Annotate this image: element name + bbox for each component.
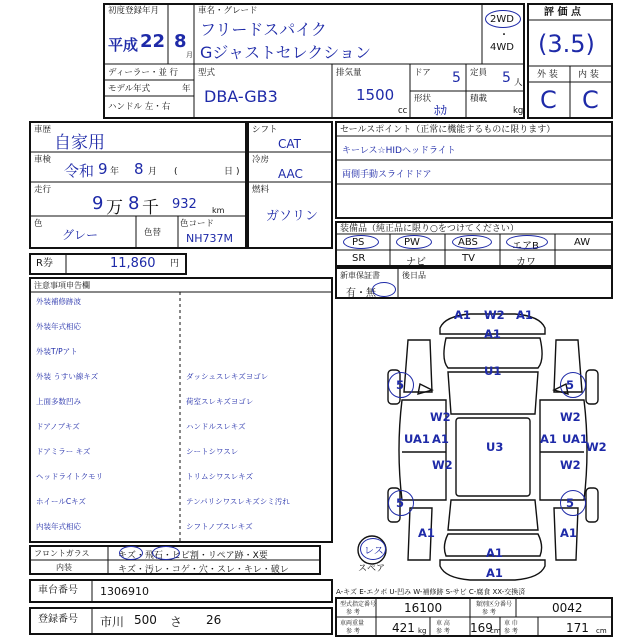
note-right-item: ダッシュスレキズヨゴレ bbox=[186, 372, 269, 381]
selling-point-1: キーレス☆HIDヘッドライト bbox=[342, 146, 456, 156]
inspection-year: 9 bbox=[98, 160, 108, 178]
note-left-item: ドアノブキズ bbox=[36, 422, 80, 431]
weight-unit: kg bbox=[418, 627, 427, 635]
usage: 自家用 bbox=[54, 133, 105, 153]
damage-mark: A1 bbox=[516, 308, 533, 322]
equip-leather: カワ bbox=[516, 257, 536, 268]
damage-legend: A-キズ E-エクボ U-凹み W-補修跡 S-サビ C-腐食 XX-交換済 bbox=[336, 588, 526, 596]
warranty-label: 新車保証書 bbox=[340, 271, 380, 280]
note-left-item: 外装 うすい線キズ bbox=[36, 372, 99, 381]
inspection-year-unit: 年 bbox=[110, 167, 120, 177]
class-no-label-b: 参 考 bbox=[482, 609, 496, 616]
interior-label: 内装 bbox=[56, 563, 72, 572]
damage-mark: U3 bbox=[486, 440, 504, 454]
damage-mark: A1 bbox=[540, 432, 557, 446]
type-no-label-b: 参 考 bbox=[346, 609, 360, 616]
equip-sr: SR bbox=[352, 253, 366, 264]
model-type: DBA-GB3 bbox=[204, 87, 278, 106]
usage-label: 車歴 bbox=[34, 125, 52, 135]
selling-points-title: セールスポイント（正常に機能するものに限ります） bbox=[340, 125, 556, 135]
recycle-unit: 円 bbox=[170, 259, 180, 269]
score-exterior-label: 外 装 bbox=[537, 70, 558, 80]
spare-note-circle bbox=[360, 538, 386, 560]
shape-label: 形状 bbox=[414, 94, 432, 104]
model-year-unit: 年 bbox=[182, 84, 191, 94]
damage-mark: 5 bbox=[566, 496, 575, 510]
equip-ps-circle bbox=[343, 235, 379, 249]
note-left-item: ドアミラー キズ bbox=[36, 447, 91, 456]
inspection-label: 車検 bbox=[34, 155, 52, 165]
recycle-amount: 11,860 bbox=[110, 256, 156, 271]
inspection-era: 令和 bbox=[64, 162, 95, 180]
color-code-label: 色コード bbox=[180, 219, 215, 229]
interior-value: キズ・汚レ・コゲ・穴・スレ・キレ・破レ bbox=[118, 565, 289, 575]
glass-scratch-circle bbox=[119, 546, 143, 560]
damage-mark: 5 bbox=[566, 378, 575, 392]
damage-mark: A1 bbox=[484, 327, 501, 341]
color: グレー bbox=[62, 228, 99, 242]
note-left-item: 上面多数凹み bbox=[36, 397, 81, 406]
shift: CAT bbox=[278, 137, 301, 151]
mileage-rest: 932 bbox=[172, 197, 197, 212]
note-left-item: 内装年式相応 bbox=[36, 522, 81, 531]
height-unit: cm bbox=[490, 627, 501, 635]
sen-unit: 千 bbox=[142, 198, 159, 218]
first-reg-era: 平成 bbox=[108, 36, 139, 54]
color-code: NH737M bbox=[186, 232, 233, 245]
model-year-label: モデル年式 bbox=[108, 84, 151, 94]
reg-number: 26 bbox=[206, 613, 222, 627]
weight-label-b: 参 考 bbox=[346, 628, 360, 635]
displacement-label: 排気量 bbox=[336, 68, 362, 78]
recycle-label: R券 bbox=[36, 258, 53, 269]
note-right-item: 荷室スレキズヨゴレ bbox=[186, 397, 254, 406]
equip-navi: ナビ bbox=[406, 257, 426, 268]
inspection-month-unit: 月 bbox=[148, 167, 158, 177]
note-left-item: 外装年式相応 bbox=[36, 322, 81, 331]
equip-tv: TV bbox=[462, 253, 475, 264]
fuel-label: 燃料 bbox=[252, 185, 270, 195]
mileage-man: 9 bbox=[92, 193, 104, 214]
color-change-label: 色替 bbox=[144, 228, 162, 238]
note-right-item: トリムシワスレキズ bbox=[186, 472, 254, 481]
score-overall: (3.5) bbox=[538, 30, 595, 58]
man-unit: 万 bbox=[106, 198, 123, 218]
note-right-item: テンパリシワスレキズシミ汚れ bbox=[186, 497, 290, 506]
ac-label: 冷房 bbox=[252, 155, 270, 165]
shift-label: シフト bbox=[252, 125, 278, 135]
equip-ps: PS bbox=[352, 237, 365, 248]
car-name-label: 車名・グレード bbox=[198, 6, 258, 16]
door-label: ドア bbox=[414, 68, 431, 78]
mileage-label: 走行 bbox=[34, 185, 52, 195]
handle-label: ハンドル 左・右 bbox=[108, 102, 171, 112]
reg-class: 500 bbox=[134, 613, 157, 627]
reg-kana: さ bbox=[170, 615, 183, 629]
note-left-item: ホイールCキズ bbox=[36, 497, 86, 506]
grade: Gジャストセレクション bbox=[200, 43, 371, 62]
width-value: 171 bbox=[566, 621, 589, 635]
score-interior-label: 内 装 bbox=[578, 70, 599, 80]
damage-mark: W2 bbox=[586, 440, 607, 454]
note-right-item: ハンドルスレキズ bbox=[186, 422, 246, 431]
doors: 5 bbox=[452, 70, 461, 86]
damage-mark: W2 bbox=[432, 458, 453, 472]
mark-circle bbox=[388, 490, 414, 516]
front-glass-value: キズ・飛石・ヒビ割・リペア跡・X要 bbox=[118, 551, 268, 561]
cc-unit: cc bbox=[398, 106, 408, 116]
selling-point-2: 両側手動スライドドア bbox=[342, 170, 432, 180]
width-label-a: 車 巾 bbox=[504, 620, 518, 627]
type-no-value: 16100 bbox=[404, 601, 443, 615]
mark-circle bbox=[388, 372, 414, 398]
damage-mark: W2 bbox=[560, 410, 581, 424]
damage-mark: 5 bbox=[396, 378, 405, 392]
score-title: 評 価 点 bbox=[544, 7, 581, 18]
reg-area: 市川 bbox=[100, 615, 125, 629]
person-unit: 人 bbox=[514, 78, 523, 88]
drive-4wd: 4WD bbox=[490, 42, 514, 53]
class-no-value: 0042 bbox=[552, 601, 583, 615]
car-name: フリードスパイク bbox=[200, 20, 327, 39]
equip-abs: ABS bbox=[458, 237, 478, 248]
shape: ﾎｶ bbox=[434, 104, 447, 119]
first-reg-label: 初度登録年月 bbox=[108, 6, 160, 16]
chassis-label: 車台番号 bbox=[38, 585, 78, 596]
damage-mark: A1 bbox=[486, 546, 503, 560]
damage-mark: W2 bbox=[484, 308, 505, 322]
dealer-label: ディーラー・並 行 bbox=[108, 68, 179, 78]
first-reg-month: 8 bbox=[174, 31, 187, 52]
height-label-a: 車 高 bbox=[436, 620, 450, 627]
note-right-item: シフトノブスレキズ bbox=[186, 522, 253, 531]
damage-mark: W2 bbox=[560, 458, 581, 472]
spare-label: スペア bbox=[358, 564, 386, 574]
note-left-item: 外装補修跡波 bbox=[36, 297, 81, 306]
equip-pw: PW bbox=[404, 237, 420, 248]
note-right-item: シートシワスレ bbox=[186, 447, 239, 456]
spare-note: レス bbox=[364, 546, 384, 557]
inspection-close-paren: ) bbox=[236, 167, 240, 177]
height-value: 169 bbox=[470, 621, 493, 635]
damage-mark: A1 bbox=[418, 526, 435, 540]
damage-mark: UA1 bbox=[562, 432, 588, 446]
width-unit: cm bbox=[596, 627, 607, 635]
type-no-label-a: 型式指定番号 bbox=[340, 601, 377, 608]
equip-pw-circle bbox=[396, 235, 432, 249]
glass-chip-circle bbox=[152, 546, 180, 560]
damage-mark: UA1 bbox=[404, 432, 430, 446]
kg-unit: kg bbox=[513, 106, 524, 116]
damage-mark: 5 bbox=[396, 496, 405, 510]
chassis-number: 1306910 bbox=[100, 585, 149, 598]
damage-mark: W2 bbox=[430, 410, 451, 424]
capacity: 5 bbox=[502, 70, 511, 86]
front-glass-label: フロントガラス bbox=[34, 549, 90, 558]
warranty-value: 有・無 bbox=[346, 288, 376, 299]
fuel: ガソリン bbox=[266, 209, 319, 224]
note-left-item: ヘッドライトクモリ bbox=[36, 472, 104, 481]
damage-mark: A1 bbox=[454, 308, 471, 322]
weight-label-a: 車両重量 bbox=[340, 620, 365, 627]
capacity-label: 定員 bbox=[470, 68, 488, 78]
damage-mark: A1 bbox=[560, 526, 577, 540]
height-label-b: 参 考 bbox=[436, 628, 450, 635]
damage-mark: A1 bbox=[486, 566, 503, 580]
mark-circle bbox=[560, 372, 586, 398]
equip-airbag: エアB bbox=[512, 241, 539, 252]
note-left-item: 外装T/Pアト bbox=[36, 347, 78, 356]
damage-mark: U1 bbox=[484, 364, 502, 378]
inspection-day-unit: 日 bbox=[224, 167, 234, 177]
color-label: 色 bbox=[34, 219, 43, 229]
width-label-b: 参 考 bbox=[504, 628, 518, 635]
equip-aw: AW bbox=[574, 237, 591, 248]
km-unit: km bbox=[212, 206, 225, 215]
manual-label: 後日品 bbox=[402, 271, 426, 280]
inspection-month: 8 bbox=[134, 160, 144, 178]
displacement: 1500 bbox=[356, 86, 395, 104]
warranty-none-circle bbox=[372, 282, 396, 297]
load-label: 積載 bbox=[470, 94, 488, 104]
score-interior: C bbox=[582, 86, 599, 114]
score-exterior: C bbox=[540, 86, 557, 114]
reg-label: 登録番号 bbox=[38, 614, 78, 625]
damage-mark: A1 bbox=[432, 432, 449, 446]
equip-airbag-circle bbox=[506, 235, 548, 249]
equipment-title: 装備品（純正品に限り○をつけてください） bbox=[340, 224, 519, 234]
notes-title: 注意事項申告欄 bbox=[34, 281, 90, 290]
mark-circle bbox=[560, 490, 586, 516]
class-no-label-a: 類別区分番号 bbox=[476, 601, 513, 608]
ac: AAC bbox=[278, 167, 303, 181]
drive-2wd: 2WD bbox=[490, 14, 514, 25]
model-type-label: 型式 bbox=[198, 68, 216, 78]
month-unit: 月 bbox=[186, 51, 193, 59]
equip-abs-circle bbox=[452, 235, 492, 249]
mileage-sen: 8 bbox=[128, 193, 140, 214]
weight-value: 421 bbox=[392, 621, 415, 635]
drive-dot: ・ bbox=[499, 30, 509, 41]
car-diagram bbox=[358, 314, 598, 580]
first-reg-year: 22 bbox=[140, 31, 166, 52]
inspection-open-paren: ( bbox=[174, 167, 178, 177]
